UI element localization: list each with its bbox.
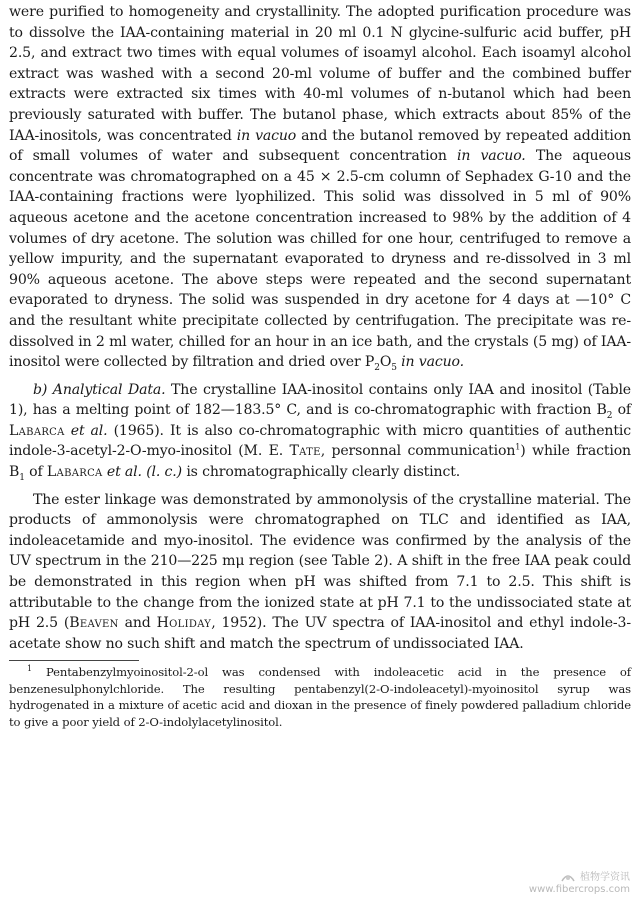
ester-linkage-paragraph bbox=[9, 490, 631, 655]
paragraph-text: is chromatographically clearly distinct. bbox=[186, 464, 461, 481]
italic-term: et al. bbox=[70, 422, 108, 439]
paragraph-text: The crystalline IAA-inositol contains only IAA and inositol (Table 1), has a melting point of 182—183.5° C, and is co-chromatographic with fraction B bbox=[9, 381, 631, 419]
paragraph-text: The aqueous concentrate was chromatographed on a 45 × 2.5-cm column of Sephadex G-10 and the IAA-containing fractions were lyophilized. This solid was dissolved in 5 ml of 90% aqueous acetone and the acetone concentration increased to 98% by the addition of 4 volumes of dry acetone. The solution was chilled for one hour, centrifuged to remove a yellow impurity, and the supernatant evaporated to dryness and re-dissolved in 3 ml 90% aqueous acetone. The above steps were repeated and the second supernatant evaporated to dryness. The solid was suspended in dry acetone for 4 days at —10° C and the resultant white precipitate collected by centrifugation. The precipitate was re-dissolved in 2 ml water, chilled for an hour in an ice bath, and the crystals (5 mg) of IAA-inositol were collected by filtration and dried over P bbox=[9, 148, 631, 371]
watermark-logo-icon bbox=[560, 871, 576, 883]
author-name: Tate bbox=[289, 443, 321, 460]
footnote-marker: 1 bbox=[27, 664, 32, 674]
paragraph-text: of bbox=[29, 464, 43, 481]
subscript: 5 bbox=[391, 362, 397, 373]
paragraph-text: of bbox=[617, 402, 631, 419]
author-name: Beaven bbox=[69, 615, 119, 632]
footnote bbox=[9, 664, 631, 730]
subscript: 2 bbox=[374, 362, 380, 373]
paragraph-text: (1965). It is also co-chromatographic with micro quantities of authentic indole-3-acetyl-2-O-myo-inositol (M. E. bbox=[9, 422, 631, 460]
subscript: 1 bbox=[19, 472, 25, 483]
author-name: Labarca bbox=[9, 422, 65, 439]
italic-term: in vacuo. bbox=[401, 354, 464, 371]
footnote-text: Pentabenzylmyoinositol-2-ol was condensed with indoleacetic acid in the presence of benzenesulphonylchloride. The resulting pentabenzyl(2-O-indoleacetyl)-myoinositol syrup was hydrogenated in a mixture of acetic acid and dioxan in the presence of finely powdered palladium chloride to give a poor yield of 2-O-indolylacetylinositol. bbox=[9, 665, 631, 729]
italic-term: in vacuo. bbox=[456, 148, 526, 165]
paragraph-text: and bbox=[124, 615, 151, 632]
paragraph-text: , personnal communication bbox=[320, 443, 516, 460]
watermark-url: www.fibercrops.com bbox=[528, 884, 630, 895]
watermark bbox=[529, 871, 630, 896]
purification-paragraph bbox=[9, 2, 631, 373]
section-heading: b) Analytical Data. bbox=[33, 381, 166, 398]
paragraph-text: were purified to homogeneity and crystallinity. The adopted purification procedure was to dissolve the IAA-containing material in 20 ml 0.1 N glycine-sulfuric acid buffer, pH 2.5, and extract two times with equal volumes of isoamyl alcohol. Each isoamyl alcohol extract was washed with a second 20-ml volume of buffer and the combined buffer extracts were extracted six times with 40-ml volumes of n-butanol which had been previously saturated with buffer. The butanol phase, which extracts about 85% of the IAA-inositols, was concentrated bbox=[9, 4, 631, 144]
paragraph-text: The ester linkage was demonstrated by ammonolysis of the crystalline material. The products of ammonolysis were chromatographed on TLC and identified as IAA, indoleacetamide and myo-inositol. The evidence was confirmed by the analysis of the UV spectrum in the 210—225 mμ region (see Table 2). A shift in the free IAA peak could be demonstrated in this region when pH was shifted from 7.1 to 2.5. This shift is attributable to the change from the ionized state at pH 7.1 to the undissociated state at pH 2.5 ( bbox=[9, 491, 631, 632]
paragraph-text: ) while fraction B bbox=[9, 443, 631, 481]
formula-text: O bbox=[379, 354, 392, 371]
italic-term: in vacuo bbox=[236, 127, 297, 144]
paragraph-text: and the butanol removed by repeated addition of small volumes of water and subsequent concentration bbox=[9, 127, 632, 165]
paper-page bbox=[9, 2, 631, 730]
author-name: Holiday bbox=[156, 615, 212, 632]
analytical-data-paragraph bbox=[9, 380, 631, 483]
footnote-marker: 1 bbox=[515, 442, 521, 452]
italic-term: et al. (l. c.) bbox=[106, 464, 182, 481]
watermark-text: 植物学资讯 bbox=[580, 872, 630, 883]
footnote-divider bbox=[9, 660, 139, 661]
subscript: 2 bbox=[606, 411, 613, 422]
author-name: Labarca bbox=[46, 464, 103, 481]
paragraph-text: , 1952). The UV spectra of IAA-inositol and ethyl indole-3-acetate show no such shift and match the spectrum of undissociated IAA. bbox=[9, 615, 631, 652]
